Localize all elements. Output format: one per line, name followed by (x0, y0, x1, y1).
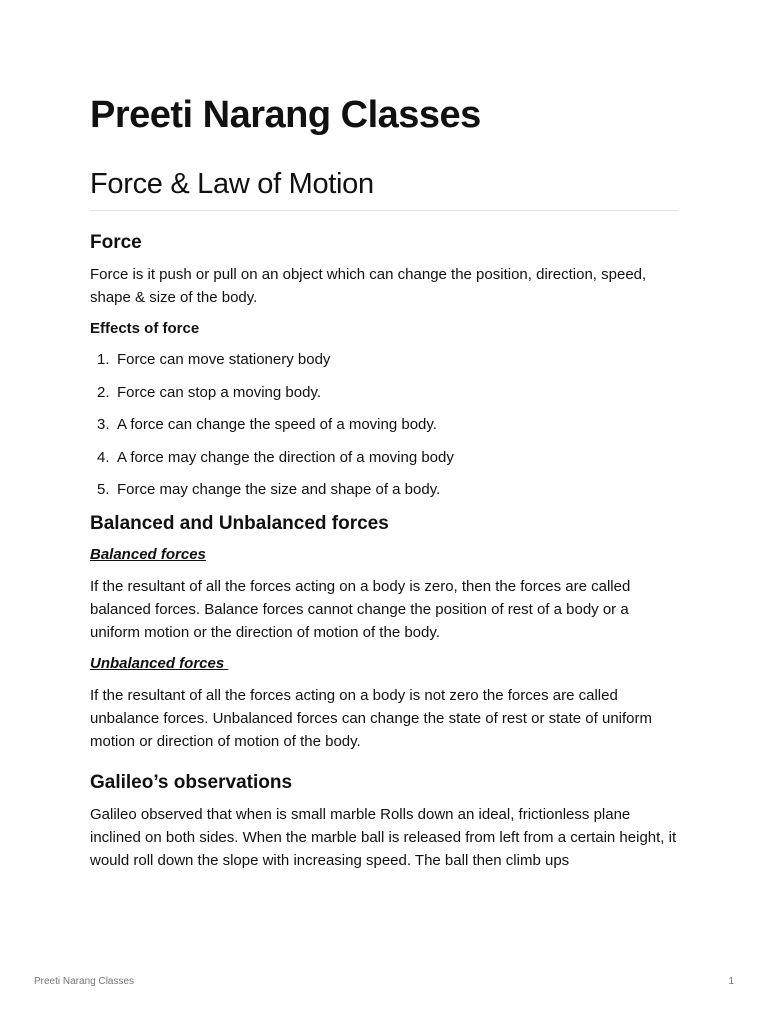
list-item-number: 2. (97, 383, 110, 401)
list-item-number: 3. (97, 416, 110, 433)
effects-label: Effects of force (90, 320, 200, 337)
section-heading-force: Force (90, 232, 142, 253)
unbalanced-forces-text: If the resultant of all the forces acting on a body is not zero the forces are called unbalance forces. Unbalanced forces can change the state of rest or state of uniform motion or direction of motion of the body. (90, 686, 652, 750)
document-title: Preeti Narang Classes (90, 94, 481, 136)
list-item-number: 1. (97, 351, 110, 368)
force-definition: Force is it push or pull on an object which can change the position, direction, speed, shape & size of the body. (90, 266, 647, 306)
galileo-text: Galileo observed that when is small marble Rolls down an ideal, frictionless plane inclined on both sides. When the marble ball is released from left from a certain height, it would roll down the slope with increasing speed. The ball then climb ups (90, 805, 677, 869)
list-item-number: 4. (97, 448, 110, 466)
list-item (90, 414, 678, 436)
list-item-text: A force can change the speed of a moving body. (117, 416, 437, 433)
list-item-text: Force can stop a moving body. (117, 383, 321, 401)
chapter-title: Force & Law of Motion (90, 168, 374, 200)
list-item (90, 349, 678, 371)
list-item (90, 479, 678, 501)
list-item-text: A force may change the direction of a moving body (117, 448, 454, 466)
section-heading-galileo: Galileo’s observations (90, 771, 293, 793)
page-number: 1 (728, 976, 734, 987)
list-item (90, 447, 678, 469)
list-item (90, 382, 678, 404)
section-heading-balanced-unbalanced: Balanced and Unbalanced forces (90, 512, 389, 534)
list-item-text: Force can move stationery body (117, 351, 331, 368)
document-page (90, 92, 678, 872)
unbalanced-forces-label: Unbalanced forces (90, 654, 229, 672)
footer-title: Preeti Narang Classes (34, 976, 135, 987)
balanced-forces-text: If the resultant of all the forces acting on a body is zero, then the forces are called balanced forces. Balance forces cannot change the position of rest of a body or a uniform motion or the direction of motion of the body. (90, 577, 631, 641)
title-divider (90, 210, 678, 211)
list-item-text: Force may change the size and shape of a body. (117, 481, 441, 498)
balanced-forces-label: Balanced forces (90, 545, 206, 563)
effects-list (90, 349, 678, 501)
list-item-number: 5. (97, 481, 110, 498)
